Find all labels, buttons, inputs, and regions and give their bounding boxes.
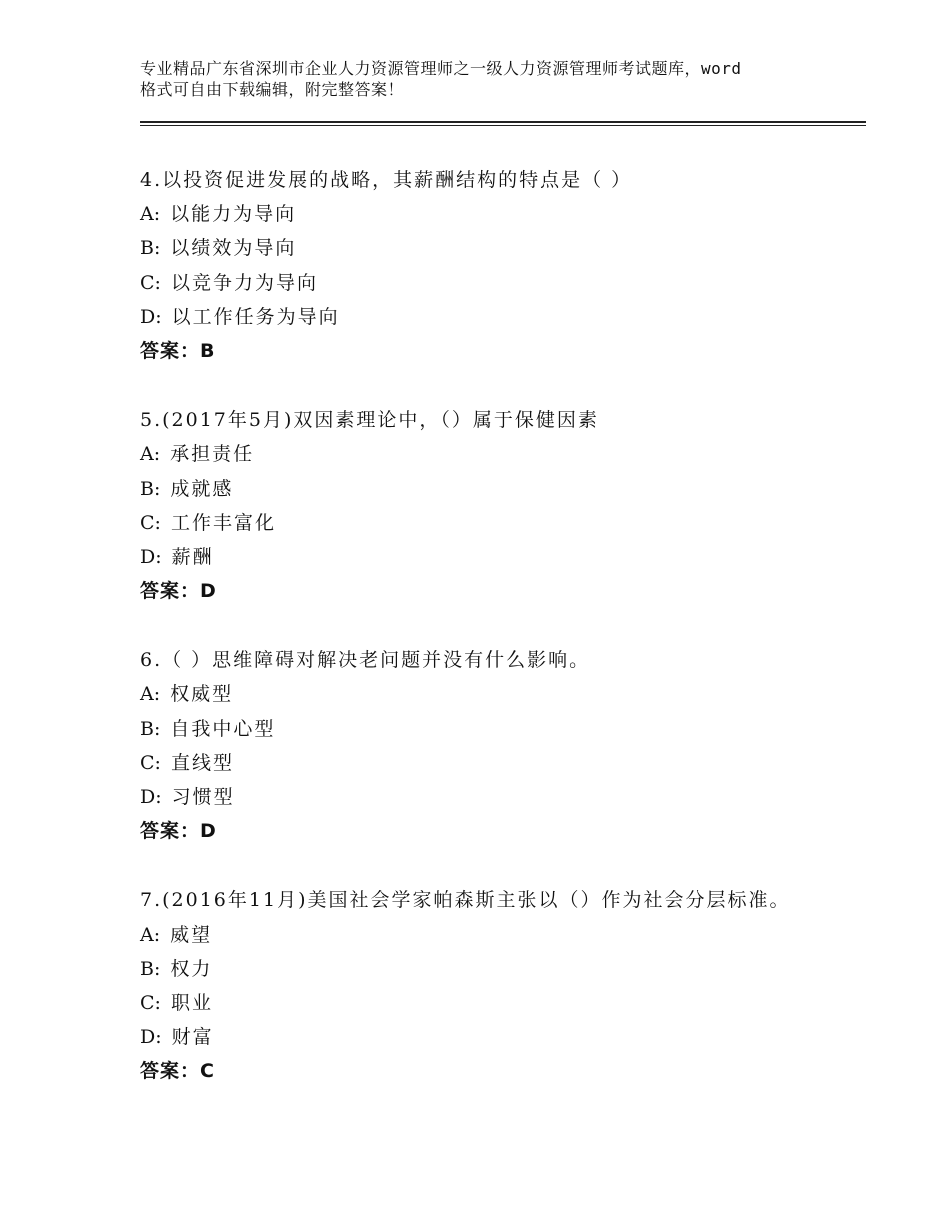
question-stem: 6.（ ）思维障碍对解决老问题并没有什么影响。 [140,649,591,672]
option-a [140,918,860,952]
option-d [140,780,860,814]
option-label: D: [140,545,162,568]
question-stem: 5.(2017年5月)双因素理论中，（）属于保健因素 [140,409,599,432]
document-header [140,58,840,100]
option-text: 薪酬 [171,545,214,568]
question-5 [140,403,860,608]
option-text: 以竞争力为导向 [170,271,318,294]
option-label: B: [140,477,161,500]
header-line-2: 格式可自由下载编辑，附完整答案！ [140,80,405,99]
answer: 答案：D [140,820,217,843]
header-line-1: 专业精品广东省深圳市企业人力资源管理师之一级人力资源管理师考试题库，word [140,59,742,78]
option-a [140,197,860,231]
question-7 [140,883,860,1088]
option-label: B: [140,957,161,980]
question-stem: 4.以投资促进发展的战略，其薪酬结构的特点是（ ） [140,169,633,191]
option-text: 成就感 [170,477,234,500]
option-c [140,266,860,300]
option-a [140,437,860,471]
option-text: 以绩效为导向 [170,237,297,260]
option-text: 威望 [170,923,213,946]
option-label: C: [140,991,161,1014]
option-label: B: [140,717,161,740]
option-label: A: [140,443,161,466]
option-b [140,952,860,986]
option-text: 承担责任 [170,443,255,466]
option-text: 直线型 [170,751,234,774]
option-text: 习惯型 [171,786,235,808]
option-c [140,746,860,780]
option-text: 权力 [170,957,213,980]
option-label: D: [140,786,162,808]
option-text: 以能力为导向 [170,203,297,226]
answer: 答案：B [140,339,216,362]
option-c [140,506,860,540]
question-6 [140,643,860,848]
option-label: C: [140,751,161,774]
option-text: 自我中心型 [170,717,276,740]
option-label: B: [140,237,161,260]
option-text: 财富 [171,1026,214,1049]
header-divider-thick [140,121,866,123]
option-text: 权威型 [170,683,234,706]
option-d [140,300,860,334]
question-4 [140,163,860,368]
option-label: C: [140,511,161,534]
option-text: 以工作任务为导向 [171,305,340,328]
header-divider-thin [140,125,866,126]
option-d [140,540,860,574]
option-b [140,231,860,265]
question-list [140,163,860,1124]
option-c [140,986,860,1020]
option-label: D: [140,1026,162,1049]
option-b [140,472,860,506]
option-text: 工作丰富化 [170,511,276,534]
answer: 答案：C [140,1060,215,1083]
option-d [140,1020,860,1054]
option-label: A: [140,923,161,946]
option-label: D: [140,305,162,328]
option-text: 职业 [170,991,213,1014]
option-label: A: [140,203,161,226]
question-stem: 7.(2016年11月)美国社会学家帕森斯主张以（）作为社会分层标准。 [140,889,791,912]
option-b [140,712,860,746]
option-a [140,677,860,711]
option-label: A: [140,683,161,706]
option-label: C: [140,271,161,294]
answer: 答案：D [140,580,217,603]
